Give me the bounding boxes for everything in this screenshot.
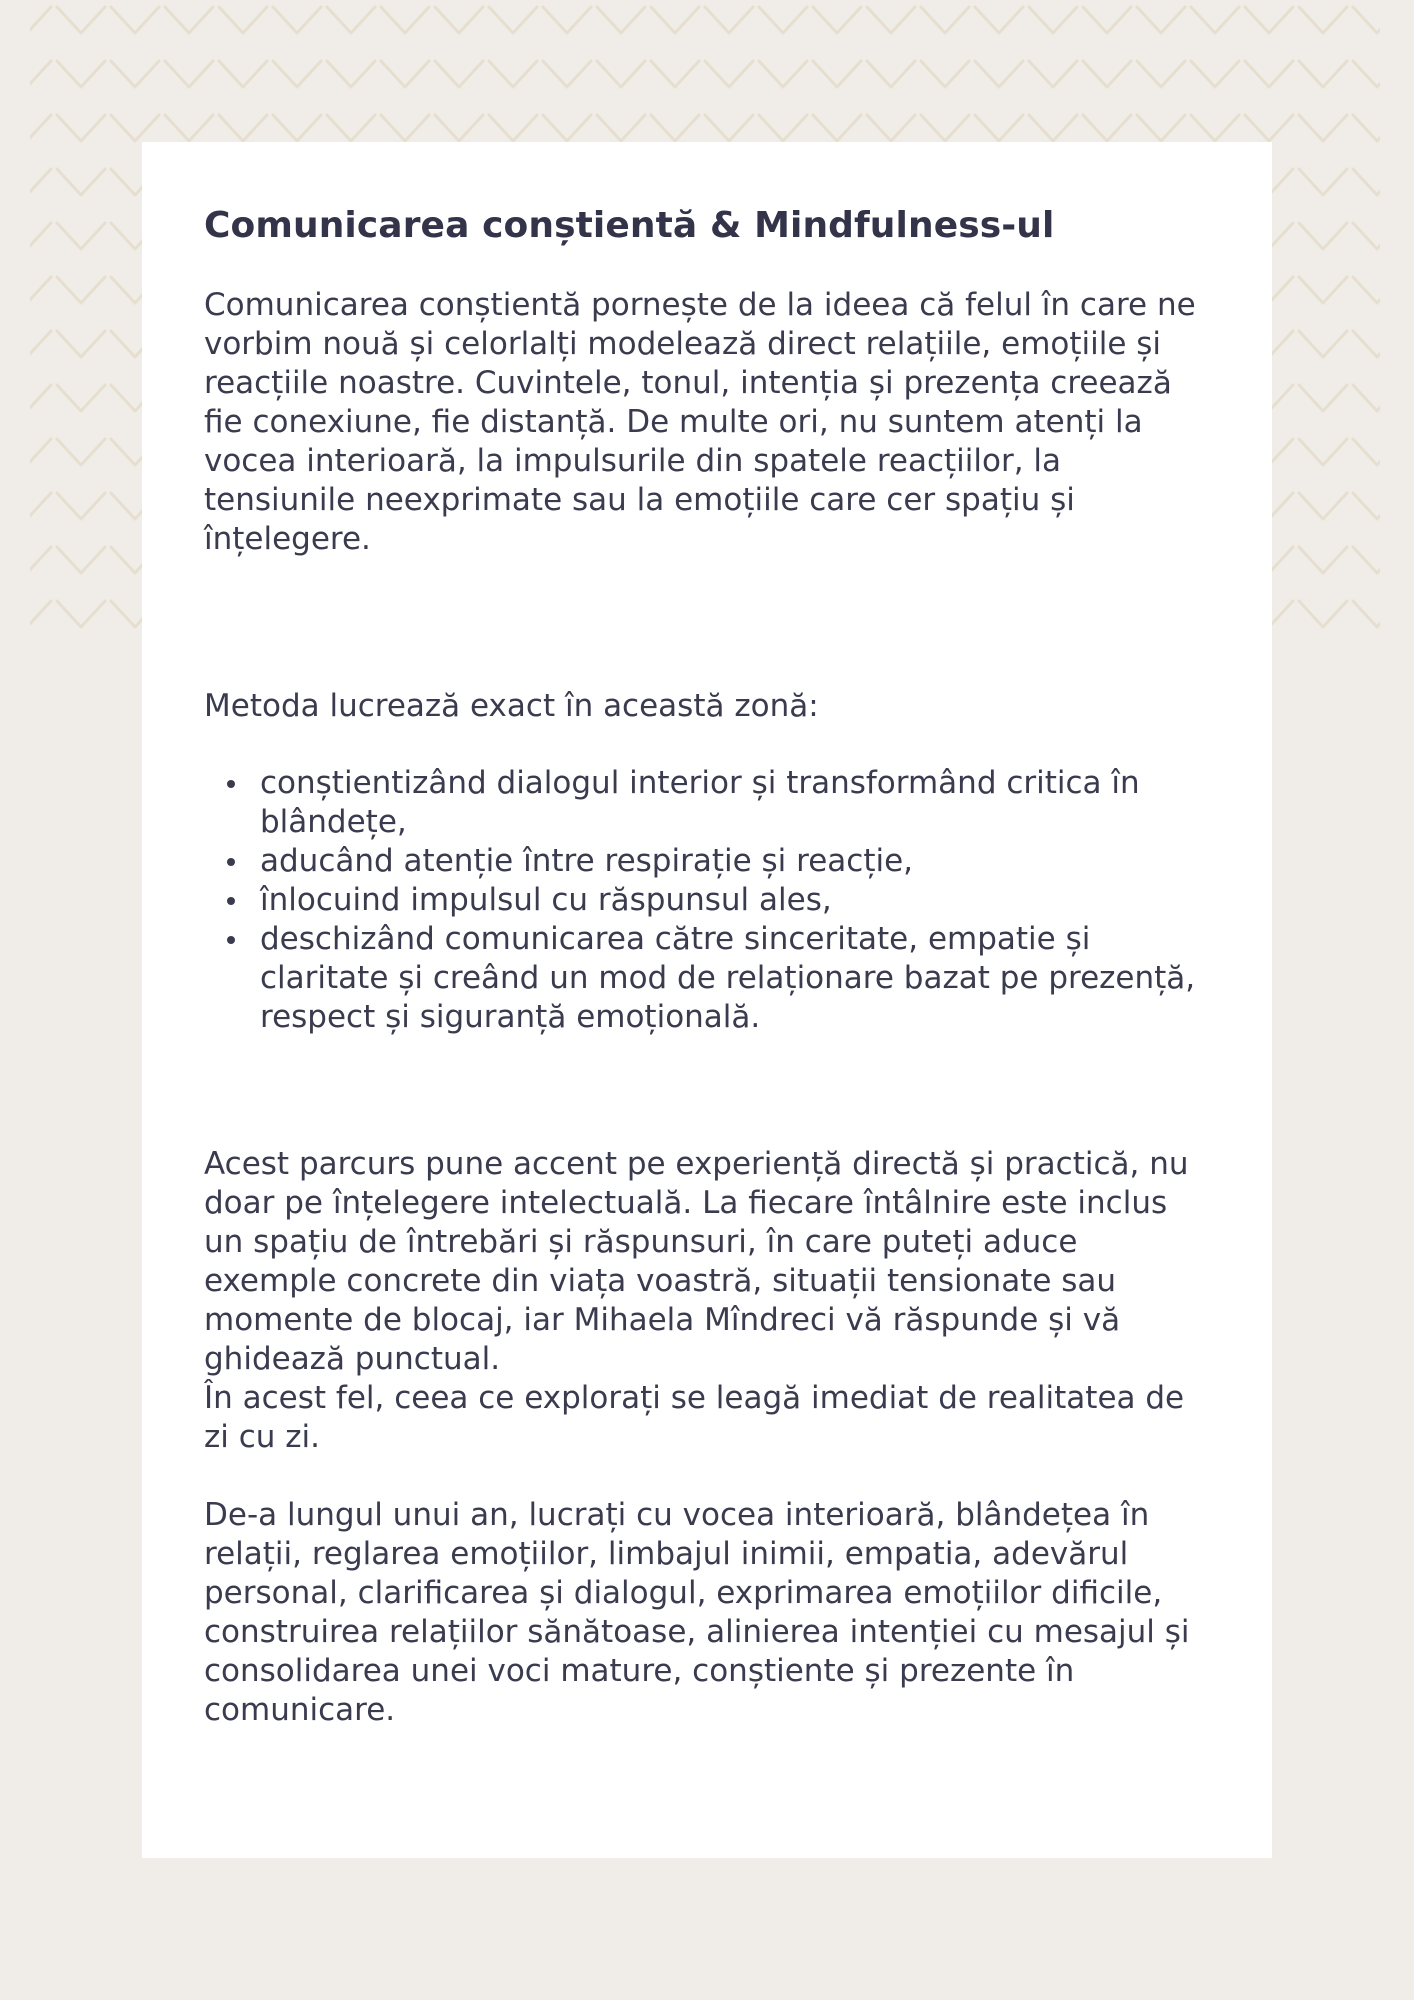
practice-paragraph [204,1145,1212,1457]
content-card [142,142,1272,1858]
year-summary-paragraph: De-a lungul unui an, lucrați cu vocea interioară, blândețea în relații, reglarea emoțiilor, limbajul inimii, empatia, adevărul personal, clarificarea și dialogul, exprimarea emoțiilor dificile, construirea relațiilor sănătoase, alinierea intenției cu mesajul și consolidarea unei voci mature, conștiente și prezente în comunicare. [204,1497,1190,1728]
practice-followup-text: În acest fel, ceea ce explorați se leagă imediat de realitatea de zi cu zi. [204,1380,1185,1455]
list-item: înlocuind impulsul cu răspunsul ales, [260,881,1212,920]
list-item: conștientizând dialogul interior și transformând critica în blândețe, [260,764,1212,842]
list-item: deschizând comunicarea către sinceritate, empatie și claritate și creând un mod de relaționare bazat pe prezență, respect și siguranță emoțională. [260,920,1212,1037]
method-bullet-list [204,764,1212,1037]
intro-paragraph: Comunicarea conștientă pornește de la ideea că felul în care ne vorbim nouă și celorlalți modelează direct relațiile, emoțiile și reacțiile noastre. Cuvintele, tonul, intenția și prezența creează fie conexiune, fie distanță. De multe ori, nu suntem atenți la vocea interioară, la impulsurile din spatele reacțiilor, la tensiunile neexprimate sau la emoțiile care cer spațiu și înțelegere. [204,287,1196,557]
list-item: aducând atenție între respirație și reacție, [260,842,1212,881]
practice-text: Acest parcurs pune accent pe experiență directă și practică, nu doar pe înțelegere intelectuală. La fiecare întâlnire este inclus un spațiu de întrebări și răspunsuri, în care puteți aduce exemple concrete din viața voastră, situații tensionate sau momente de blocaj, iar Mihaela Mîndreci vă răspunde și vă ghidează punctual. [204,1146,1189,1377]
method-lead-paragraph: Metoda lucrează exact în această zonă: [204,688,819,724]
document-title: Comunicarea conștientă & Mindfulness-ul [204,205,1055,246]
